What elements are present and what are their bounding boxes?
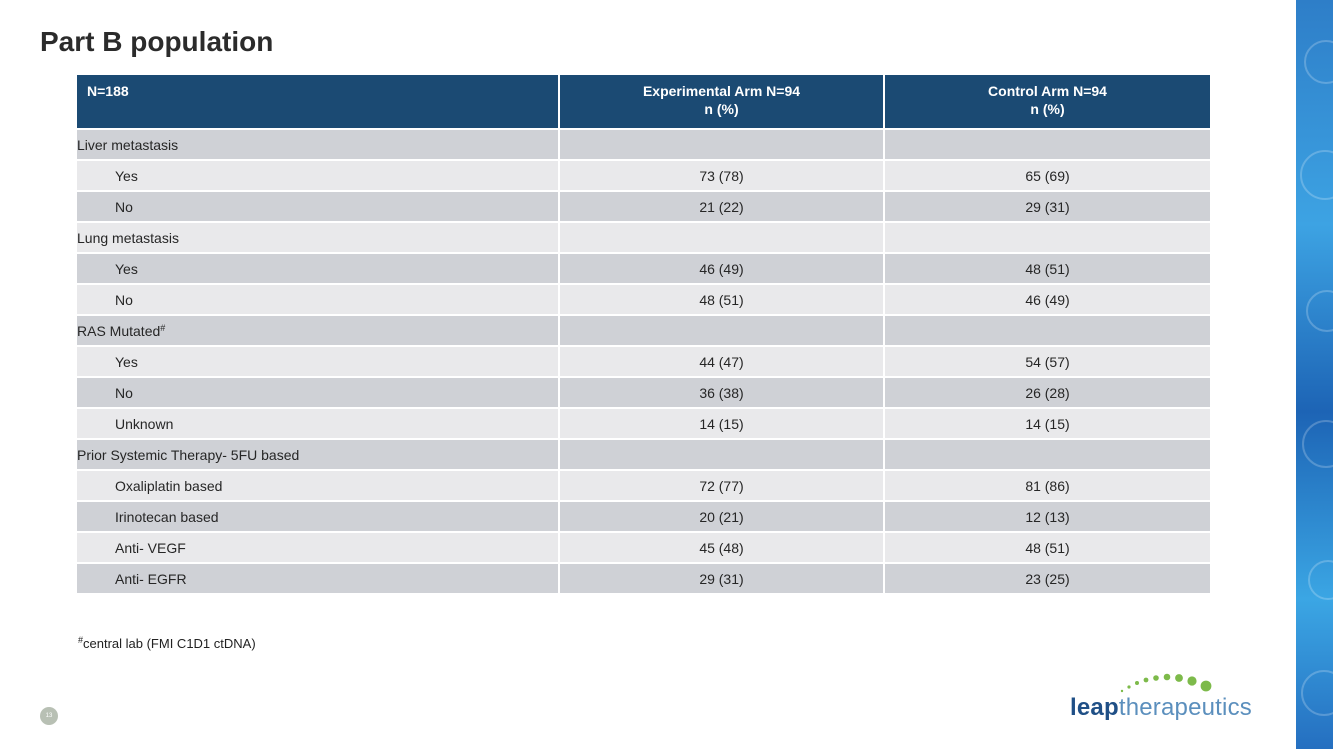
row-category-label: Prior Systemic Therapy- 5FU based bbox=[77, 439, 559, 470]
row-label: No bbox=[77, 377, 559, 408]
table-row bbox=[77, 501, 1210, 532]
control-value bbox=[884, 315, 1210, 346]
decorative-bubble bbox=[1306, 290, 1333, 332]
slide-number-badge: 13 bbox=[40, 707, 58, 725]
experimental-value: 20 (21) bbox=[559, 501, 884, 532]
header-experimental-arm-title: Experimental Arm N=94 bbox=[642, 83, 801, 99]
control-value: 48 (51) bbox=[884, 253, 1210, 284]
decorative-bubble bbox=[1308, 560, 1333, 600]
control-value: 54 (57) bbox=[884, 346, 1210, 377]
row-label: Yes bbox=[77, 253, 559, 284]
row-category-label bbox=[77, 315, 559, 346]
slide-title: Part B population bbox=[40, 26, 274, 57]
header-experimental-arm-unit: n (%) bbox=[704, 101, 739, 117]
logo-dot bbox=[1153, 675, 1159, 681]
logo-wordmark bbox=[1070, 695, 1252, 721]
row-label: Irinotecan based bbox=[77, 501, 559, 532]
row-label: Oxaliplatin based bbox=[77, 470, 559, 501]
logo-dot bbox=[1121, 690, 1123, 692]
experimental-value bbox=[559, 222, 884, 253]
decorative-bubble bbox=[1301, 670, 1333, 716]
logo-dot bbox=[1144, 678, 1149, 683]
experimental-value: 46 (49) bbox=[559, 253, 884, 284]
table-row bbox=[77, 408, 1210, 439]
control-value: 48 (51) bbox=[884, 532, 1210, 563]
header-n-total bbox=[77, 75, 559, 129]
experimental-value: 45 (48) bbox=[559, 532, 884, 563]
ras-mutated-label: RAS Mutated bbox=[77, 322, 161, 339]
logo-dot bbox=[1135, 681, 1139, 685]
table-row bbox=[77, 377, 1210, 408]
control-value: 23 (25) bbox=[884, 563, 1210, 593]
control-value: 46 (49) bbox=[884, 284, 1210, 315]
table-row bbox=[77, 346, 1210, 377]
logo-dot bbox=[1201, 681, 1212, 692]
control-value: 29 (31) bbox=[884, 191, 1210, 222]
header-control-arm-unit: n (%) bbox=[1030, 101, 1065, 117]
experimental-value: 48 (51) bbox=[559, 284, 884, 315]
header-control-arm bbox=[884, 75, 1210, 129]
population-table bbox=[77, 75, 1210, 593]
table-row bbox=[77, 129, 1210, 160]
decorative-side-strip bbox=[1296, 0, 1333, 749]
footnote bbox=[78, 636, 256, 651]
experimental-value: 44 (47) bbox=[559, 346, 884, 377]
experimental-value: 72 (77) bbox=[559, 470, 884, 501]
row-label: No bbox=[77, 191, 559, 222]
logo-dot bbox=[1164, 674, 1171, 681]
header-experimental-arm bbox=[559, 75, 884, 129]
control-value bbox=[884, 129, 1210, 160]
row-label: Unknown bbox=[77, 408, 559, 439]
logo-dot bbox=[1187, 676, 1196, 685]
leap-therapeutics-logo bbox=[1066, 665, 1256, 723]
table-row bbox=[77, 191, 1210, 222]
row-label: Yes bbox=[77, 160, 559, 191]
table-row bbox=[77, 439, 1210, 470]
experimental-value: 36 (38) bbox=[559, 377, 884, 408]
experimental-value: 21 (22) bbox=[559, 191, 884, 222]
decorative-bubble bbox=[1302, 420, 1333, 468]
control-value: 12 (13) bbox=[884, 501, 1210, 532]
table-row bbox=[77, 470, 1210, 501]
row-category-label: Lung metastasis bbox=[77, 222, 559, 253]
logo-dot bbox=[1175, 674, 1183, 682]
footnote-text: central lab (FMI C1D1 ctDNA) bbox=[83, 636, 256, 651]
footnote-mark: # bbox=[78, 635, 84, 645]
control-value: 65 (69) bbox=[884, 160, 1210, 191]
table-row bbox=[77, 222, 1210, 253]
experimental-value bbox=[559, 129, 884, 160]
experimental-value: 29 (31) bbox=[559, 563, 884, 593]
row-label: Anti- EGFR bbox=[77, 563, 559, 593]
logo-wordmark-bold: leap bbox=[1070, 694, 1119, 721]
row-label: Yes bbox=[77, 346, 559, 377]
experimental-value: 73 (78) bbox=[559, 160, 884, 191]
footnote-mark: # bbox=[160, 322, 166, 333]
control-value bbox=[884, 439, 1210, 470]
table-row bbox=[77, 532, 1210, 563]
experimental-value bbox=[559, 315, 884, 346]
control-value: 81 (86) bbox=[884, 470, 1210, 501]
row-label: No bbox=[77, 284, 559, 315]
header-control-arm-title: Control Arm N=94 bbox=[988, 83, 1107, 99]
row-label: Anti- VEGF bbox=[77, 532, 559, 563]
experimental-value: 14 (15) bbox=[559, 408, 884, 439]
control-value: 14 (15) bbox=[884, 408, 1210, 439]
header-n-total-label: N=188 bbox=[87, 83, 129, 99]
table-row bbox=[77, 563, 1210, 593]
row-category-label: Liver metastasis bbox=[77, 129, 559, 160]
logo-dots-icon bbox=[1116, 665, 1216, 695]
table-row bbox=[77, 315, 1210, 346]
decorative-bubble bbox=[1304, 40, 1333, 84]
control-value: 26 (28) bbox=[884, 377, 1210, 408]
table-header-row bbox=[77, 75, 1210, 129]
decorative-bubble bbox=[1300, 150, 1333, 200]
logo-wordmark-light: therapeutics bbox=[1118, 694, 1252, 721]
table-row bbox=[77, 253, 1210, 284]
experimental-value bbox=[559, 439, 884, 470]
control-value bbox=[884, 222, 1210, 253]
logo-dot bbox=[1127, 685, 1130, 688]
table-row bbox=[77, 160, 1210, 191]
table-row bbox=[77, 284, 1210, 315]
